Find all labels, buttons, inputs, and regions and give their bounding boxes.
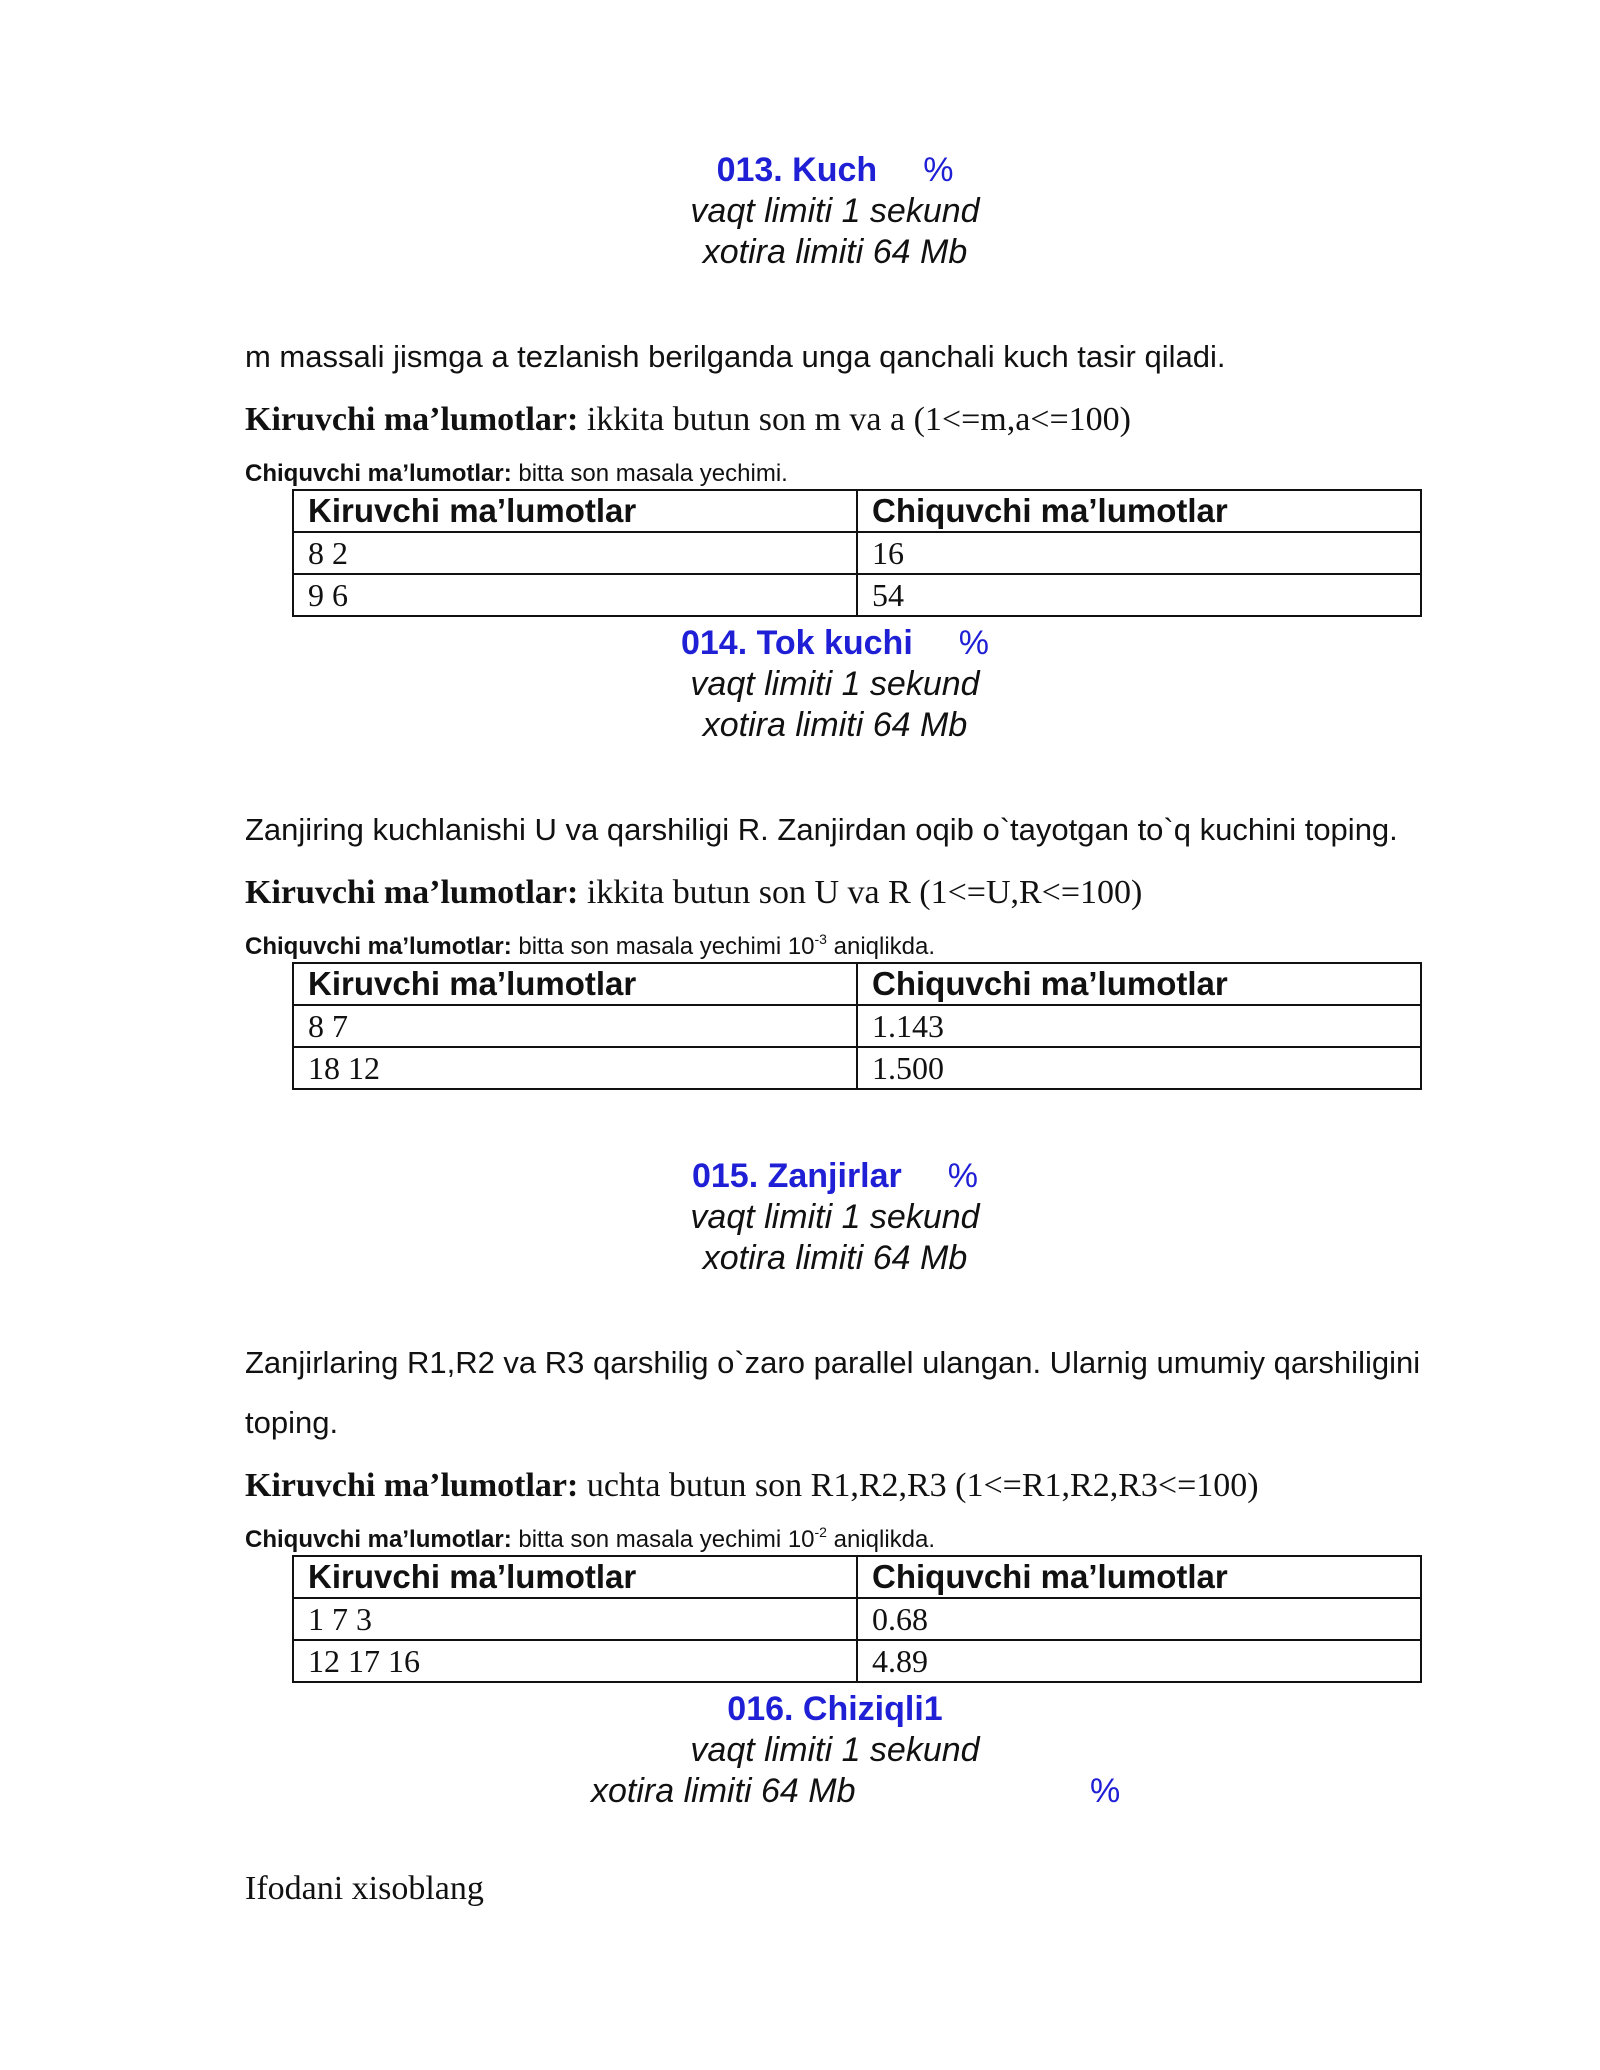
table-header-output: Chiquvchi ma’lumotlar: [857, 963, 1421, 1005]
input-label: Kiruvchi ma’lumotlar:: [245, 401, 579, 438]
table-cell-output: 1.143: [857, 1005, 1421, 1047]
output-spec: [245, 1525, 1425, 1555]
table-cell-output: 1.500: [857, 1047, 1421, 1089]
problem-header: [245, 1689, 1425, 1812]
output-text: bitta son masala yechimi 10: [511, 933, 815, 960]
input-text: ikkita butun son U va R (1<=U,R<=100): [578, 874, 1143, 911]
output-spec: [245, 932, 1425, 962]
memory-limit: xotira limiti 64 Mb: [702, 233, 968, 271]
table-header-row: [293, 963, 1421, 1005]
problem-title: 015. Zanjirlar: [691, 1157, 902, 1195]
table-row: [293, 1005, 1421, 1047]
problem-title: 016. Chiziqli1: [727, 1690, 943, 1728]
precision-exponent: -2: [814, 1524, 827, 1540]
output-text-suffix: aniqlikda.: [826, 1526, 936, 1553]
table-row: [293, 574, 1421, 616]
io-table: [292, 489, 1422, 617]
time-limit: vaqt limiti 1 sekund: [690, 665, 980, 703]
table-cell-input: 18 12: [293, 1047, 857, 1089]
input-spec: [245, 1457, 1425, 1515]
input-spec: [245, 391, 1425, 449]
problem-title: 014. Tok kuchi: [680, 624, 913, 662]
table-header-output: Chiquvchi ma’lumotlar: [857, 1556, 1421, 1598]
input-label: Kiruvchi ma’lumotlar:: [245, 874, 579, 911]
time-limit: vaqt limiti 1 sekund: [690, 192, 980, 230]
percent-mark: %: [1090, 1772, 1121, 1810]
table-cell-input: 8 7: [293, 1005, 857, 1047]
problem-description: Zanjirlaring R1,R2 va R3 qarshilig o`zaro parallel ulangan. Ularnig umumiy qarshiligini toping.: [245, 1345, 1421, 1440]
table-cell-input: 1 7 3: [293, 1598, 857, 1640]
memory-limit: xotira limiti 64 Mb: [591, 1772, 856, 1810]
problem-header: [245, 150, 1425, 273]
output-label: Chiquvchi ma’lumotlar:: [245, 460, 512, 487]
problem-header: [245, 1156, 1425, 1279]
table-header-input: Kiruvchi ma’lumotlar: [293, 1556, 857, 1598]
table-cell-output: 16: [857, 532, 1421, 574]
problem-description: Zanjiring kuchlanishi U va qarshiligi R. Zanjirdan oqib o`tayotgan to`q kuchini toping.: [245, 812, 1398, 847]
table-cell-output: 4.89: [857, 1640, 1421, 1682]
io-table: [292, 962, 1422, 1090]
output-text: bitta son masala yechimi 10: [511, 1526, 815, 1553]
time-limit: vaqt limiti 1 sekund: [690, 1198, 980, 1236]
table-header-input: Kiruvchi ma’lumotlar: [293, 490, 857, 532]
table-row: [293, 1598, 1421, 1640]
problem-013: [245, 150, 1425, 617]
percent-mark: %: [958, 624, 990, 662]
percent-mark: %: [947, 1157, 978, 1195]
table-cell-output: 0.68: [857, 1598, 1421, 1640]
problem-description: Ifodani xisoblang: [245, 1870, 484, 1907]
input-spec: [245, 864, 1425, 922]
table-cell-input: 12 17 16: [293, 1640, 857, 1682]
problem-014: [245, 623, 1425, 1090]
input-text: ikkita butun son m va a (1<=m,a<=100): [578, 401, 1131, 438]
table-row: [293, 532, 1421, 574]
table-row: [293, 1047, 1421, 1089]
memory-limit: xotira limiti 64 Mb: [702, 1239, 968, 1277]
output-label: Chiquvchi ma’lumotlar:: [245, 933, 512, 960]
output-text-suffix: aniqlikda.: [826, 933, 936, 960]
precision-exponent: -3: [814, 931, 827, 947]
input-label: Kiruvchi ma’lumotlar:: [245, 1467, 579, 1504]
output-spec: [245, 459, 1425, 489]
table-header-output: Chiquvchi ma’lumotlar: [857, 490, 1421, 532]
table-header-row: [293, 490, 1421, 532]
percent-mark: %: [923, 151, 954, 189]
table-row: [293, 1640, 1421, 1682]
table-cell-output: 54: [857, 574, 1421, 616]
time-limit: vaqt limiti 1 sekund: [690, 1731, 980, 1769]
problem-016: [245, 1689, 1425, 1918]
table-cell-input: 9 6: [293, 574, 857, 616]
problem-description: m massali jismga a tezlanish berilganda unga qanchali kuch tasir qiladi.: [245, 339, 1226, 374]
output-text: bitta son masala yechimi.: [511, 460, 788, 487]
table-header-input: Kiruvchi ma’lumotlar: [293, 963, 857, 1005]
table-header-row: [293, 1556, 1421, 1598]
problem-015: [245, 1156, 1425, 1683]
table-cell-input: 8 2: [293, 532, 857, 574]
output-label: Chiquvchi ma’lumotlar:: [245, 1526, 512, 1553]
memory-limit: xotira limiti 64 Mb: [702, 706, 968, 744]
io-table: [292, 1555, 1422, 1683]
problem-title: 013. Kuch: [716, 151, 878, 189]
input-text: uchta butun son R1,R2,R3 (1<=R1,R2,R3<=100): [578, 1467, 1259, 1504]
problem-header: [245, 623, 1425, 746]
